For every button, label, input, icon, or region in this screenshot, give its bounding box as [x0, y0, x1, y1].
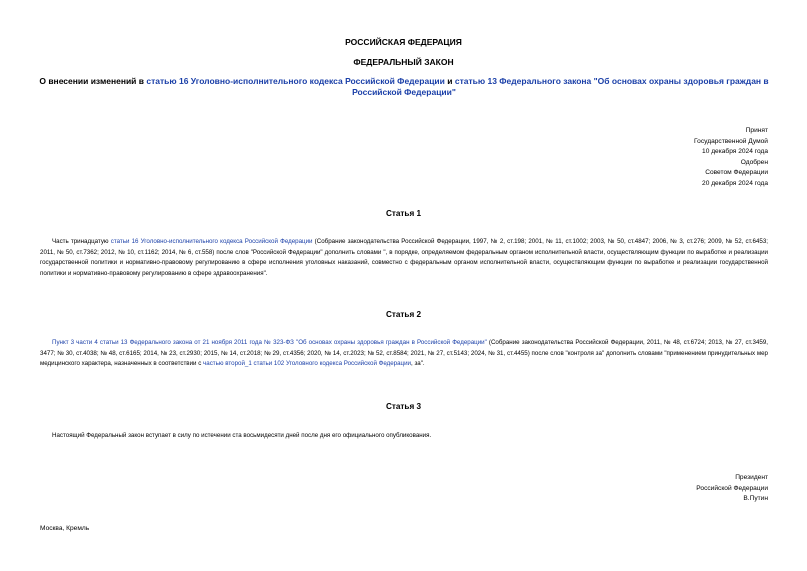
article-1-pre: Часть тринадцатую [52, 238, 111, 245]
article-1-text [40, 237, 768, 279]
approval-line: Советом Федерации [705, 169, 768, 176]
article-3-text: Настоящий Федеральный закон вступает в силу по истечении ста восьмидесяти дней после дня его официального опубликования. [52, 432, 432, 439]
article-2-text [40, 338, 768, 370]
article-2-link-law[interactable]: Пункт 3 части 4 статьи 13 Федерального закона от 21 ноября 2011 года № 323-ФЗ "Об основах охраны здоровья граждан в Российской Федерации" [52, 339, 487, 346]
signing-place: Москва, Кремль [40, 525, 90, 532]
signature-block [696, 473, 768, 505]
signature-country: Российской Федерации [696, 484, 768, 492]
article-2-link-criminal-code[interactable]: частью второй_1 статьи 102 Уголовного кодекса Российской Федерации [203, 360, 412, 367]
country-heading: РОССИЙСКАЯ ФЕДЕРАЦИЯ [345, 37, 462, 47]
adoption-date: 10 декабря 2024 года [702, 148, 768, 155]
title-link-article16[interactable]: статью 16 Уголовно-исполнительного кодекса Российской Федерации [146, 76, 445, 86]
law-title [34, 76, 774, 98]
signature-title: Президент [735, 474, 768, 481]
adoption-line: Государственной Думой [694, 137, 768, 145]
article-2-body: (Собрание законодательства Российской Федерации, 2011, № 48, ст.6724; 2013, № 27, ст.3459, 3477; № 30, ст.4038; № 48, ст.6165; 2014, № 23, ст.2930; 2015, № 14, ст.2018; № 29, ст.4356; 2020, № 14, ст.2023; № 52, ст.8584; 2021, № 27, ст.5143; 2024, № 31, ст.4455) после слов "контроля за" дополнить словами "применением принудительных мер медицинского характера, назначенных в соответствии с [40, 339, 768, 367]
title-mid: и [444, 76, 455, 86]
article-2-tail: , за". [411, 360, 425, 367]
adoption-block [694, 126, 768, 189]
law-type-heading: ФЕДЕРАЛЬНЫЙ ЗАКОН [353, 57, 454, 67]
signature-name: В.Путин [743, 495, 768, 502]
article-1-link[interactable]: статьи 16 Уголовно-исполнительного кодекса Российской Федерации [110, 238, 313, 245]
title-link-article13[interactable]: статью 13 Федерального закона "Об основах охраны здоровья граждан в Российской Федерации" [352, 76, 769, 97]
title-prefix: О внесении изменений в [39, 76, 147, 86]
article-1-heading: Статья 1 [385, 209, 422, 218]
adoption-line: Принят [745, 127, 768, 134]
approval-date: 20 декабря 2024 года [702, 179, 768, 187]
article-2-heading: Статья 2 [385, 310, 422, 319]
article-3-heading: Статья 3 [385, 402, 422, 411]
article-1-body: (Собрание законодательства Российской Федерации, 1997, № 2, ст.198; 2001, № 11, ст.1002; 2003, № 50, ст.4847; 2006, № 3, ст.276; 2009, № 52, ст.6453; 2011, № 50, ст.7362; 2012, № 10, ст.1162; 2014, № 6, ст.558) после слов "Российской Федерации" дополнить словами ", в порядке, определяемом федеральным органом исполнительной власти, осуществляющим функции по выработке и реализации государственной политики и нормативно-правовому регулированию в сфере исполнения уголовных наказаний, совместно с федеральным органом исполнительной власти, осуществляющим функции по выработке и реализации государственной политики и нормативно-правовому регулированию в сфере здравоохранения". [40, 238, 768, 277]
approval-line: Одобрен [740, 158, 768, 166]
